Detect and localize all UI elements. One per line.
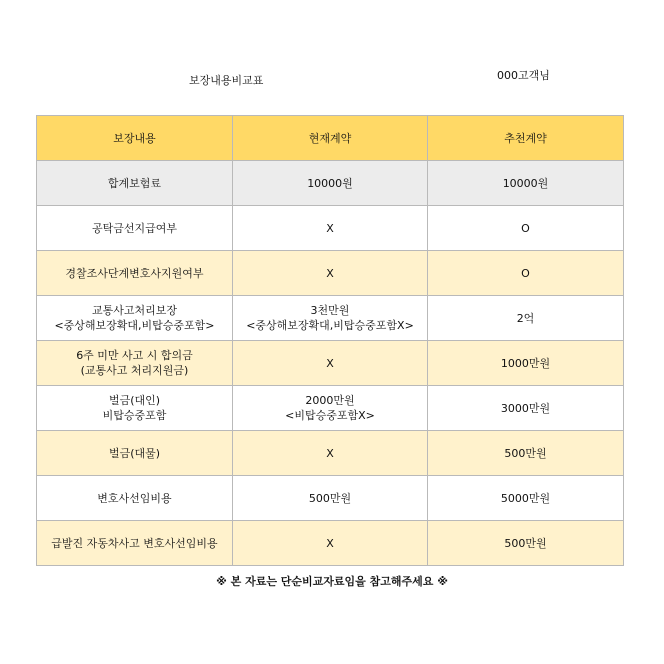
page-title: 보장내용비교표: [189, 74, 264, 87]
current-value: 10000원: [233, 161, 428, 206]
table-row: [37, 251, 624, 296]
current-value: 3천만원 <중상해보장확대,비탑승중포함X>: [233, 296, 428, 341]
row-label: 교통사고처리보장 <중상해보장확대,비탑승중포함>: [37, 296, 233, 341]
row-label: 경찰조사단계변호사지원여부: [37, 251, 233, 296]
table-row: [37, 161, 624, 206]
recommended-value: 1000만원: [428, 341, 624, 386]
current-value: X: [233, 341, 428, 386]
current-value: X: [233, 251, 428, 296]
recommended-value: 5000만원: [428, 476, 624, 521]
row-label: 합계보험료: [37, 161, 233, 206]
recommended-value: O: [428, 206, 624, 251]
recommended-value: 500만원: [428, 431, 624, 476]
table-row: [37, 296, 624, 341]
recommended-value: 3000만원: [428, 386, 624, 431]
coverage-comparison-table: [36, 115, 624, 566]
recommended-value: 2억: [428, 296, 624, 341]
row-label: 벌금(대인) 비탑승중포함: [37, 386, 233, 431]
current-value: 500만원: [233, 476, 428, 521]
table-row: [37, 206, 624, 251]
column-header-current-contract: 현재계약: [233, 116, 428, 161]
current-value: X: [233, 431, 428, 476]
customer-name: 000고객님: [497, 69, 550, 82]
recommended-value: 10000원: [428, 161, 624, 206]
recommended-value: O: [428, 251, 624, 296]
table-row: [37, 431, 624, 476]
recommended-value: 500만원: [428, 521, 624, 566]
column-header-recommended-contract: 추천계약: [428, 116, 624, 161]
row-label: 6주 미만 사고 시 합의금 (교통사고 처리지원금): [37, 341, 233, 386]
row-label: 공탁금선지급여부: [37, 206, 233, 251]
table-row: [37, 386, 624, 431]
column-header-coverage: 보장내용: [37, 116, 233, 161]
row-label: 벌금(대물): [37, 431, 233, 476]
row-label: 급발진 자동차사고 변호사선임비용: [37, 521, 233, 566]
table-row: [37, 476, 624, 521]
table-row: [37, 521, 624, 566]
table-row: [37, 341, 624, 386]
current-value: 2000만원 <비탑승중포함X>: [233, 386, 428, 431]
current-value: X: [233, 206, 428, 251]
current-value: X: [233, 521, 428, 566]
row-label: 변호사선임비용: [37, 476, 233, 521]
table-header-row: [37, 116, 624, 161]
disclaimer-note: ※ 본 자료는 단순비교자료임을 참고해주세요 ※: [216, 575, 448, 588]
